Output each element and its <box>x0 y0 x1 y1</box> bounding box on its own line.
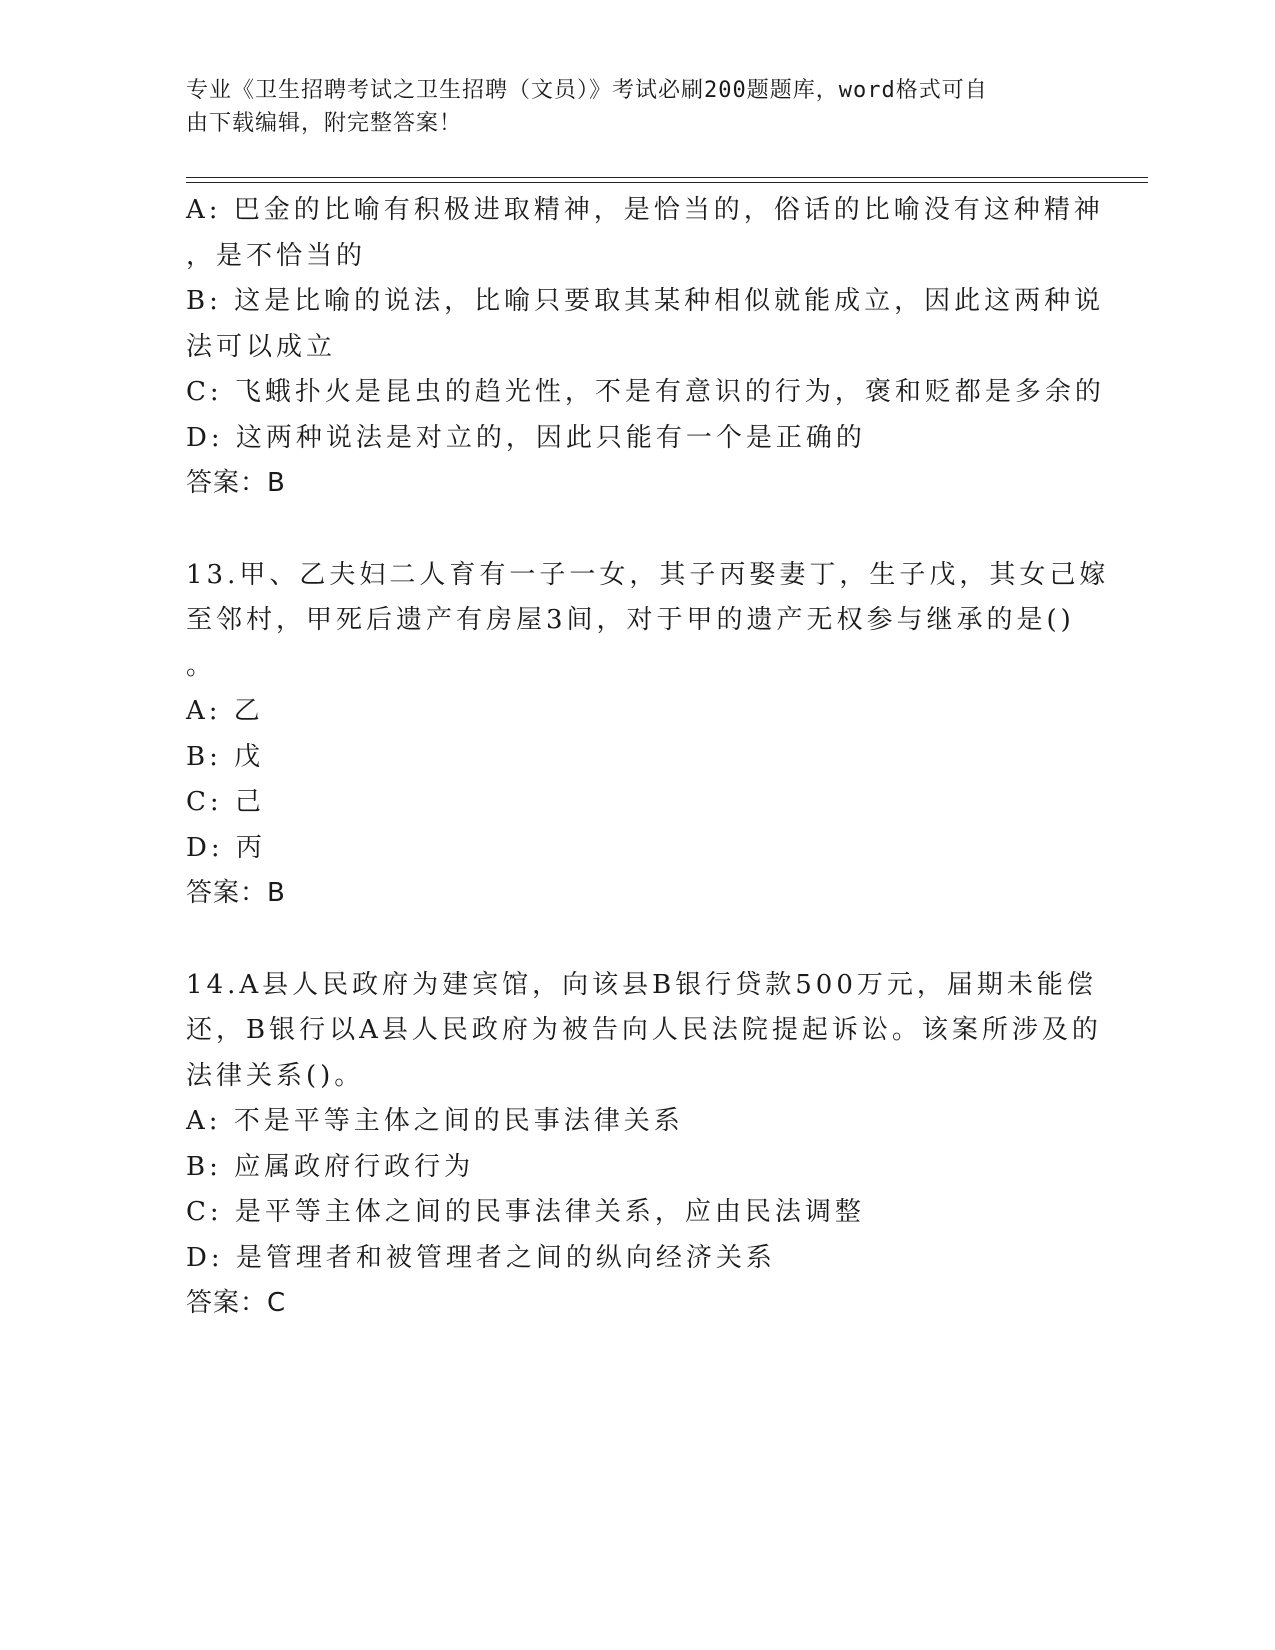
option-b-line-1: B: 这是比喻的说法，比喻只要取其某种相似就能成立，因此这两种说 <box>186 286 1105 316</box>
question-stem-line-3: 法律关系()。 <box>186 1060 365 1091</box>
answer-line: 答案：B <box>186 878 286 908</box>
option-b: B: 戊 <box>186 741 265 772</box>
question-13 <box>186 553 1110 917</box>
option-c: C: 是平等主体之间的民事法律关系，应由民法调整 <box>186 1197 865 1227</box>
header-rule-top <box>186 177 1148 178</box>
question-14 <box>186 963 1102 1327</box>
header-line-2: 由下载编辑，附完整答案！ <box>186 111 463 136</box>
question-stem-line-2: 还，B银行以A县人民政府为被告向人民法院提起诉讼。该案所涉及的 <box>186 1015 1102 1045</box>
option-d: D: 这两种说法是对立的，因此只能有一个是正确的 <box>186 422 866 453</box>
option-b: B: 应属政府行政行为 <box>186 1151 475 1182</box>
option-a: A: 不是平等主体之间的民事法律关系 <box>186 1106 684 1136</box>
answer-line: 答案：C <box>186 1288 287 1318</box>
option-a-line-1: A: 巴金的比喻有积极进取精神，是恰当的，俗话的比喻没有这种精神 <box>186 195 1104 225</box>
option-c: C: 飞蛾扑火是昆虫的趋光性，不是有意识的行为，褒和贬都是多余的 <box>186 377 1105 407</box>
question-12-options <box>186 188 1105 507</box>
answer-line: 答案：B <box>186 468 286 498</box>
document-body <box>186 188 1110 1327</box>
question-stem-line-1: 14.A县人民政府为建宾馆，向该县B银行贷款500万元，届期未能偿 <box>186 969 1097 1000</box>
question-stem-line-2: 至邻村，甲死后遗产有房屋3间，对于甲的遗产无权参与继承的是() <box>186 605 1075 635</box>
option-d: D: 是管理者和被管理者之间的纵向经济关系 <box>186 1242 776 1273</box>
option-a: A: 乙 <box>186 696 264 726</box>
header-rule-bottom <box>186 182 1148 183</box>
option-a-line-2: ，是不恰当的 <box>186 240 367 271</box>
question-stem-line-3: 。 <box>186 650 217 681</box>
spacer <box>186 507 1086 553</box>
option-d: D: 丙 <box>186 832 266 863</box>
option-b-line-2: 法可以成立 <box>186 331 337 362</box>
header-line-1: 专业《卫生招聘考试之卫生招聘（文员）》考试必刷200题题库，word格式可自 <box>186 78 988 103</box>
option-c: C: 己 <box>186 787 265 817</box>
spacer <box>186 917 1086 963</box>
document-header <box>186 74 1066 140</box>
question-stem-line-1: 13.甲、乙夫妇二人育有一子一女，其子丙娶妻丁，生子戊，其女己嫁 <box>186 559 1110 590</box>
